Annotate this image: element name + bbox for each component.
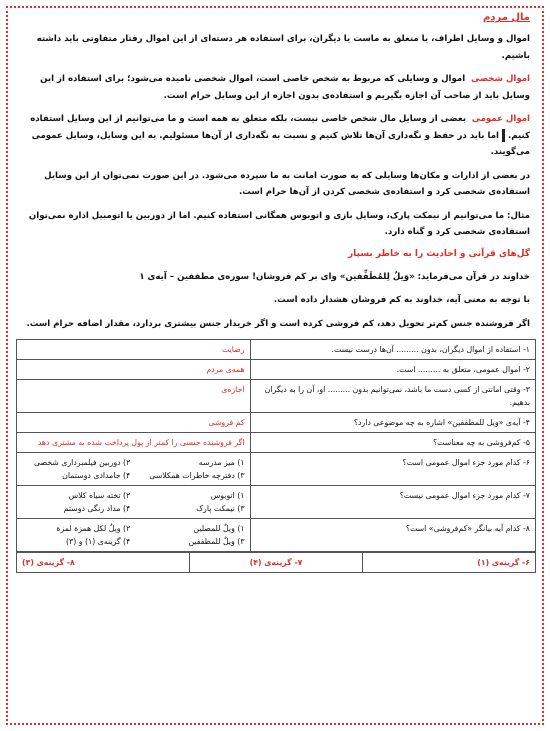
table-row bbox=[17, 519, 536, 552]
page-title: مال مردم bbox=[483, 12, 530, 23]
private-property-paragraph bbox=[14, 71, 530, 104]
worksheet bbox=[14, 12, 536, 573]
answer-cell: رضایت bbox=[17, 340, 251, 360]
options-cell bbox=[17, 519, 251, 552]
question-cell: ۸- کدام آیه بیانگر «کم‌فروشی» است؟ bbox=[250, 519, 535, 552]
option: ۱) اتوبوس bbox=[210, 491, 245, 500]
quran-verse: خداوند در قرآن می‌فرماید: «وَیلٌ لِلمُطَفِّفین» وای بر کم فروشان! سوره‌ی مطففین – آیه‌ی ۱ bbox=[139, 271, 530, 282]
public-property-paragraph bbox=[14, 111, 530, 161]
question-cell: ۳- وقتی امانتی از کسی دست ما باشد، نمی‌توانیم بدون ......... او، آن را به دیگران بدهیم. bbox=[250, 380, 535, 413]
answer-key bbox=[17, 553, 536, 573]
table-row bbox=[17, 433, 536, 453]
option: ۴) مداد رنگی دوستم bbox=[63, 504, 131, 513]
option: ۲) تخته سیاه کلاس bbox=[68, 491, 131, 500]
option: ۲) دوربین فیلمبرداری شخصی bbox=[33, 458, 131, 467]
option: ۴) جامدادی دوستمان bbox=[62, 471, 131, 480]
option: ۳) ویلٌ للمطففین bbox=[188, 537, 245, 546]
option: ۳) دفترچه خاطرات همکلاسی bbox=[149, 471, 245, 480]
options-cell bbox=[17, 453, 251, 486]
public-property-label: اموال عمومی bbox=[471, 114, 530, 124]
table-row bbox=[17, 413, 536, 433]
option: ۳) نیمکت پارک bbox=[196, 504, 245, 513]
table-row bbox=[17, 360, 536, 380]
question-cell: ۷- کدام مورد جزء اموال عمومی نیست؟ bbox=[250, 486, 535, 519]
table-row bbox=[17, 486, 536, 519]
table-row bbox=[17, 380, 536, 413]
private-property-text: اموال و وسایلی که مربوط به شخص خاصی است، اموال شخصی نامیده می‌شود؛ برای استفاده از این وسایل باید از صاحب آن اجازه بگیریم و استفاده‌ی بدون اجازه از این وسایل حرام است. bbox=[40, 74, 530, 101]
question-cell: ۶- کدام مورد جزء اموال عمومی است؟ bbox=[250, 453, 535, 486]
question-cell: ۱- استفاده از اموال دیگران، بدون ......... آن‌ها درست نیست. bbox=[250, 340, 535, 360]
answer-cell: همه‌ی مردم bbox=[17, 360, 251, 380]
answer-cell: کم فروشی bbox=[17, 413, 251, 433]
questions-table bbox=[16, 339, 536, 552]
public-property-text-2: اما باید در حفظ و نگه‌داری آن‌ها تلاش کنیم و نسبت به نگه‌داری از آن‌ها مسئولیم. به این وسایل، وسایل عمومی می‌گویند. bbox=[31, 130, 530, 157]
answer-key-item: ۷- گزینه‌ی (۴) bbox=[190, 553, 363, 573]
table-row bbox=[17, 453, 536, 486]
selling-rule: اگر فروشنده جنس کم‌تر تحویل دهد، کم فروشی کرده است و اگر خریدار جنس بیشتری بردارد، مقدار اضافه حرام است. bbox=[26, 318, 530, 329]
question-cell: ۴- آیه‌ی «ویل للمطففین» اشاره به چه موضوعی دارد؟ bbox=[250, 413, 535, 433]
private-property-label: اموال شخصی bbox=[471, 74, 530, 84]
answer-key-item: ۸- گزینه‌ی (۳) bbox=[17, 553, 190, 573]
trust-paragraph: در بعضی از ادارات و مکان‌ها وسایلی که به صورت امانت به ما سپرده می‌شود. در این صورت نمی‌توان از این وسایل استفاده‌ی شخصی کرد و استفاده‌ی شخصی کردن از آن‌ها حرام است. bbox=[44, 170, 530, 197]
answers-row bbox=[16, 552, 536, 573]
table-row bbox=[17, 340, 536, 360]
option: ۱) ویلٌ للمصلین bbox=[193, 524, 245, 533]
section-heading-quran: گل‌های قرآنی و احادیث را به خاطر بسپار bbox=[347, 248, 530, 259]
answer-cell: اگر فروشنده جنسی را کمتر از پول پرداخت شده به مشتری دهد bbox=[17, 433, 251, 453]
text-cursor bbox=[502, 129, 505, 142]
options-cell bbox=[17, 486, 251, 519]
question-cell: ۲- اموال عمومی، متعلق به ......... است. bbox=[250, 360, 535, 380]
option: ۱) میز مدرسه bbox=[198, 458, 245, 467]
question-cell: ۵- کم‌فروشی به چه معناست؟ bbox=[250, 433, 535, 453]
option: ۲) ویلٌ لکل همزة لمزة bbox=[56, 524, 131, 533]
verse-meaning: با توجه به معنی آیه، خداوند به کم فروشان هشدار داده است. bbox=[273, 295, 530, 305]
intro-paragraph: اموال و وسایل اطراف، یا متعلق به ماست یا دیگران، برای استفاده هر دسته‌ای از این اموال رفتار متفاوتی باید داشته باشیم. bbox=[36, 34, 530, 61]
option: ۴) گزینه‌ی (۱) و (۳) bbox=[65, 537, 131, 546]
public-property-text-1: بعضی از وسایل مال شخص خاصی نیست، بلکه متعلق به همه است و ما می‌توانیم از این وسایل استفاده کنیم. bbox=[30, 114, 530, 141]
answer-key-item: ۶- گزینه‌ی (۱) bbox=[363, 553, 536, 573]
answer-cell: اجازه‌ی bbox=[17, 380, 251, 413]
example-paragraph: مثال: ما می‌توانیم از نیمکت پارک، وسایل بازی و اتوبوس همگانی استفاده کنیم. اما از دوربین یا اتومبیل اداره نمی‌توان استفاده‌ی شخصی کرد و گناه دارد. bbox=[28, 210, 530, 237]
